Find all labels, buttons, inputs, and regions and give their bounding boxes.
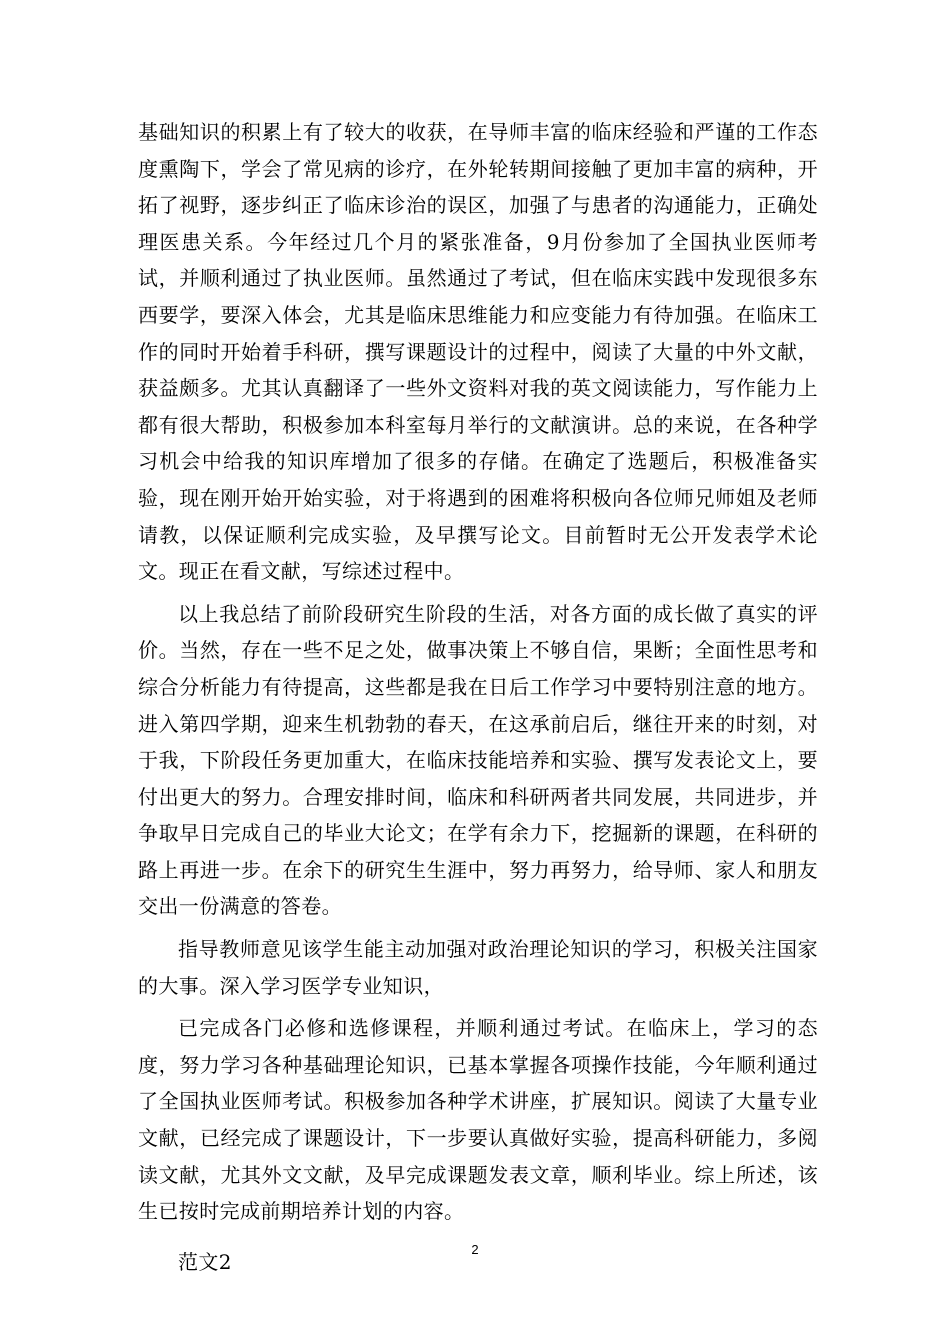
paragraph-summary: 以上我总结了前阶段研究生阶段的生活，对各方面的成长做了真实的评价。当然，存在一些不足之处，做事决策上不够自信，果断；全面性思考和综合分析能力有待提高，这些都是我在日后工作学习中要特别注意的地方。进入第四学期，迎来生机勃勃的春天，在这承前启后，继往开来的时刻，对于我，下阶段任务更加重大，在临床技能培养和实验、撰写发表论文上，要付出更大的努力。合理安排时间，临床和科研两者共同发展，共同进步，并争取早日完成自己的毕业大论文；在学有余力下，挖掘新的课题，在科研的路上再进一步。在余下的研究生生涯中，努力再努力，给导师、家人和朋友交出一份满意的答卷。 [138,601,818,919]
page-number: 2 [471,1242,479,1257]
paragraph-continued: 基础知识的积累上有了较大的收获，在导师丰富的临床经验和严谨的工作态度熏陶下，学会了常见病的诊疗，在外轮转期间接触了更加丰富的病种，开拓了视野，逐步纠正了临床诊治的误区，加强了与患者的沟通能力，正确处理医患关系。今年经过几个月的紧张准备，9月份参加了全国执业医师考试，并顺利通过了执业医师。虽然通过了考试，但在临床实践中发现很多东西要学，要深入体会，尤其是临床思维能力和应变能力有待加强。在临床工作的同时开始着手科研，撰写课题设计的过程中，阅读了大量的中外文献，获益颇多。尤其认真翻译了一些外文资料对我的英文阅读能力，写作能力上都有很大帮助，积极参加本科室每月举行的文献演讲。总的来说，在各种学习机会中给我的知识库增加了很多的存储。在确定了选题后，积极准备实验，现在刚开始开始实验，对于将遇到的困难将积极向各位师兄师姐及老师请教，以保证顺利完成实验，及早撰写论文。目前暂时无公开发表学术论文。现正在看文献，写综述过程中。 [138,120,818,584]
document-body [138,114,818,1280]
paragraph-advisor-opinion: 指导教师意见该学生能主动加强对政治理论知识的学习，积极关注国家的大事。深入学习医学专业知识， [138,937,818,998]
sample-heading: 范文2 [178,1249,232,1274]
paragraph-completion: 已完成各门必修和选修课程，并顺利通过考试。在临床上，学习的态度，努力学习各种基础理论知识，已基本掌握各项操作技能，今年顺利通过了全国执业医师考试。积极参加各种学术讲座，扩展知识。阅读了大量专业文献，已经完成了课题设计，下一步要认真做好实验，提高科研能力，多阅读文献，尤其外文文献，及早完成课题发表文章，顺利毕业。综上所述，该生已按时完成前期培养计划的内容。 [138,1016,818,1224]
